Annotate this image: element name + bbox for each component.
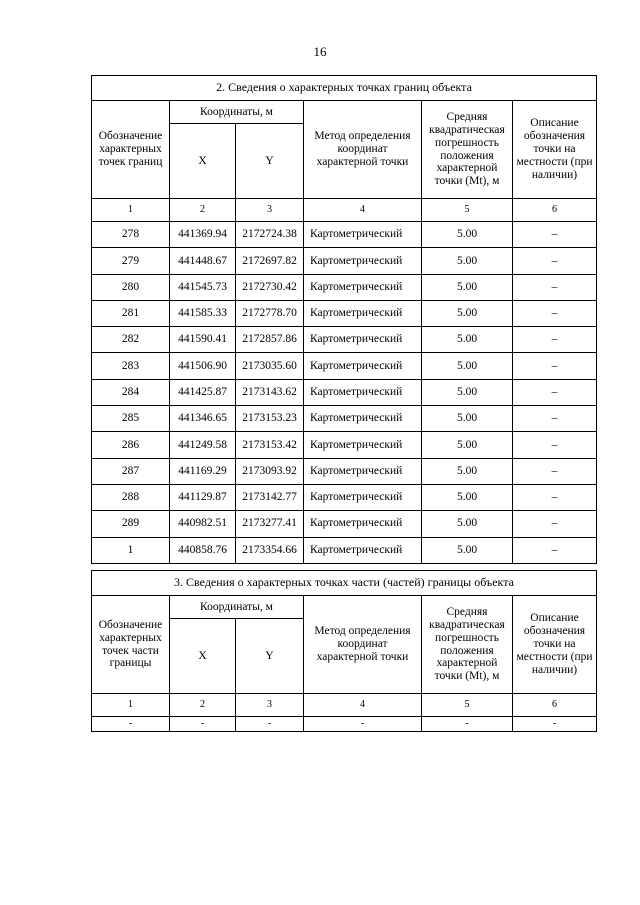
cell-x: 441249.58 [170,432,236,458]
table-row [92,484,597,510]
cell-description: – [513,537,597,563]
cell-x: 440982.51 [170,511,236,537]
header-description: Описание обозначения точки на местности (при наличии) [513,596,597,694]
cell-y: 2172724.38 [236,222,304,248]
cell-description: - [513,717,597,732]
header-description: Описание обозначения точки на местности (при наличии) [513,101,597,199]
header-method: Метод определения координат характерной точки [304,596,422,694]
table-row [92,717,597,732]
cell-point: 279 [92,248,170,274]
boundary-points-table [91,75,597,564]
table-body [92,717,597,732]
cell-point: 286 [92,432,170,458]
section-title: 3. Сведения о характерных точках части (частей) границы объекта [92,571,597,596]
cell-point: 283 [92,353,170,379]
cell-error: 5.00 [422,432,513,458]
cell-point: - [92,717,170,732]
cell-y: 2173354.66 [236,537,304,563]
cell-method: - [304,717,422,732]
cell-x: 441585.33 [170,300,236,326]
cell-description: – [513,300,597,326]
cell-x: 441425.87 [170,379,236,405]
cell-method: Картометрический [304,537,422,563]
header-x: X [170,124,236,199]
cell-y: - [236,717,304,732]
header-error: Средняя квадратическая погрешность положения характерной точки (Mt), м [422,596,513,694]
cell-method: Картометрический [304,300,422,326]
column-number: 5 [422,199,513,222]
cell-description: – [513,406,597,432]
cell-method: Картометрический [304,432,422,458]
cell-y: 2173035.60 [236,353,304,379]
cell-method: Картометрический [304,327,422,353]
cell-y: 2172778.70 [236,300,304,326]
cell-x: 441545.73 [170,274,236,300]
table-row [92,458,597,484]
table-row [92,432,597,458]
cell-point: 285 [92,406,170,432]
cell-error: 5.00 [422,511,513,537]
cell-point: 288 [92,484,170,510]
table-row [92,300,597,326]
cell-x: 441129.87 [170,484,236,510]
cell-y: 2173277.41 [236,511,304,537]
cell-x: 441369.94 [170,222,236,248]
header-y: Y [236,124,304,199]
cell-error: 5.00 [422,379,513,405]
section-title: 2. Сведения о характерных точках границ объекта [92,76,597,101]
cell-method: Картометрический [304,406,422,432]
column-number: 4 [304,199,422,222]
cell-method: Картометрический [304,484,422,510]
cell-y: 2172730.42 [236,274,304,300]
cell-y: 2173093.92 [236,458,304,484]
header-x: X [170,619,236,694]
cell-error: 5.00 [422,327,513,353]
header-coordinates: Координаты, м [170,596,304,619]
table-row [92,327,597,353]
cell-error: 5.00 [422,537,513,563]
cell-description: – [513,248,597,274]
cell-method: Картометрический [304,274,422,300]
cell-y: 2172697.82 [236,248,304,274]
cell-error: 5.00 [422,458,513,484]
cell-y: 2173153.23 [236,406,304,432]
cell-x: - [170,717,236,732]
column-number: 2 [170,199,236,222]
column-number: 3 [236,199,304,222]
cell-error: 5.00 [422,353,513,379]
cell-error: 5.00 [422,406,513,432]
header-point: Обозначение характерных точек границ [92,101,170,199]
boundary-part-points-table [91,570,597,732]
cell-error: 5.00 [422,484,513,510]
cell-y: 2173153.42 [236,432,304,458]
table-body [92,222,597,564]
table-row [92,511,597,537]
cell-error: - [422,717,513,732]
cell-y: 2172857.86 [236,327,304,353]
cell-description: – [513,327,597,353]
cell-error: 5.00 [422,222,513,248]
cell-y: 2173143.62 [236,379,304,405]
header-point: Обозначение характерных точек части границы [92,596,170,694]
cell-point: 287 [92,458,170,484]
table-row [92,537,597,563]
table-row [92,379,597,405]
header-coordinates: Координаты, м [170,101,304,124]
cell-description: – [513,379,597,405]
page-number: 16 [313,44,327,59]
cell-description: – [513,511,597,537]
table-row [92,248,597,274]
cell-description: – [513,484,597,510]
cell-point: 282 [92,327,170,353]
cell-method: Картометрический [304,222,422,248]
cell-point: 281 [92,300,170,326]
table-row [92,353,597,379]
cell-error: 5.00 [422,274,513,300]
column-number: 6 [513,694,597,717]
cell-x: 441590.41 [170,327,236,353]
cell-method: Картометрический [304,353,422,379]
cell-x: 440858.76 [170,537,236,563]
cell-method: Картометрический [304,248,422,274]
cell-point: 284 [92,379,170,405]
cell-x: 441448.67 [170,248,236,274]
cell-description: – [513,222,597,248]
cell-method: Картометрический [304,511,422,537]
header-method: Метод определения координат характерной точки [304,101,422,199]
header-error: Средняя квадратическая погрешность положения характерной точки (Mt), м [422,101,513,199]
cell-y: 2173142.77 [236,484,304,510]
table-row [92,406,597,432]
column-number: 1 [92,694,170,717]
cell-point: 1 [92,537,170,563]
cell-x: 441169.29 [170,458,236,484]
cell-point: 280 [92,274,170,300]
column-number: 3 [236,694,304,717]
cell-method: Картометрический [304,379,422,405]
column-number: 5 [422,694,513,717]
column-number: 2 [170,694,236,717]
cell-point: 289 [92,511,170,537]
table-row [92,274,597,300]
cell-error: 5.00 [422,300,513,326]
table-row [92,222,597,248]
cell-method: Картометрический [304,458,422,484]
cell-x: 441506.90 [170,353,236,379]
cell-x: 441346.65 [170,406,236,432]
cell-description: – [513,432,597,458]
cell-point: 278 [92,222,170,248]
column-number: 1 [92,199,170,222]
column-number: 6 [513,199,597,222]
cell-error: 5.00 [422,248,513,274]
cell-description: – [513,353,597,379]
cell-description: – [513,274,597,300]
column-number: 4 [304,694,422,717]
header-y: Y [236,619,304,694]
cell-description: – [513,458,597,484]
